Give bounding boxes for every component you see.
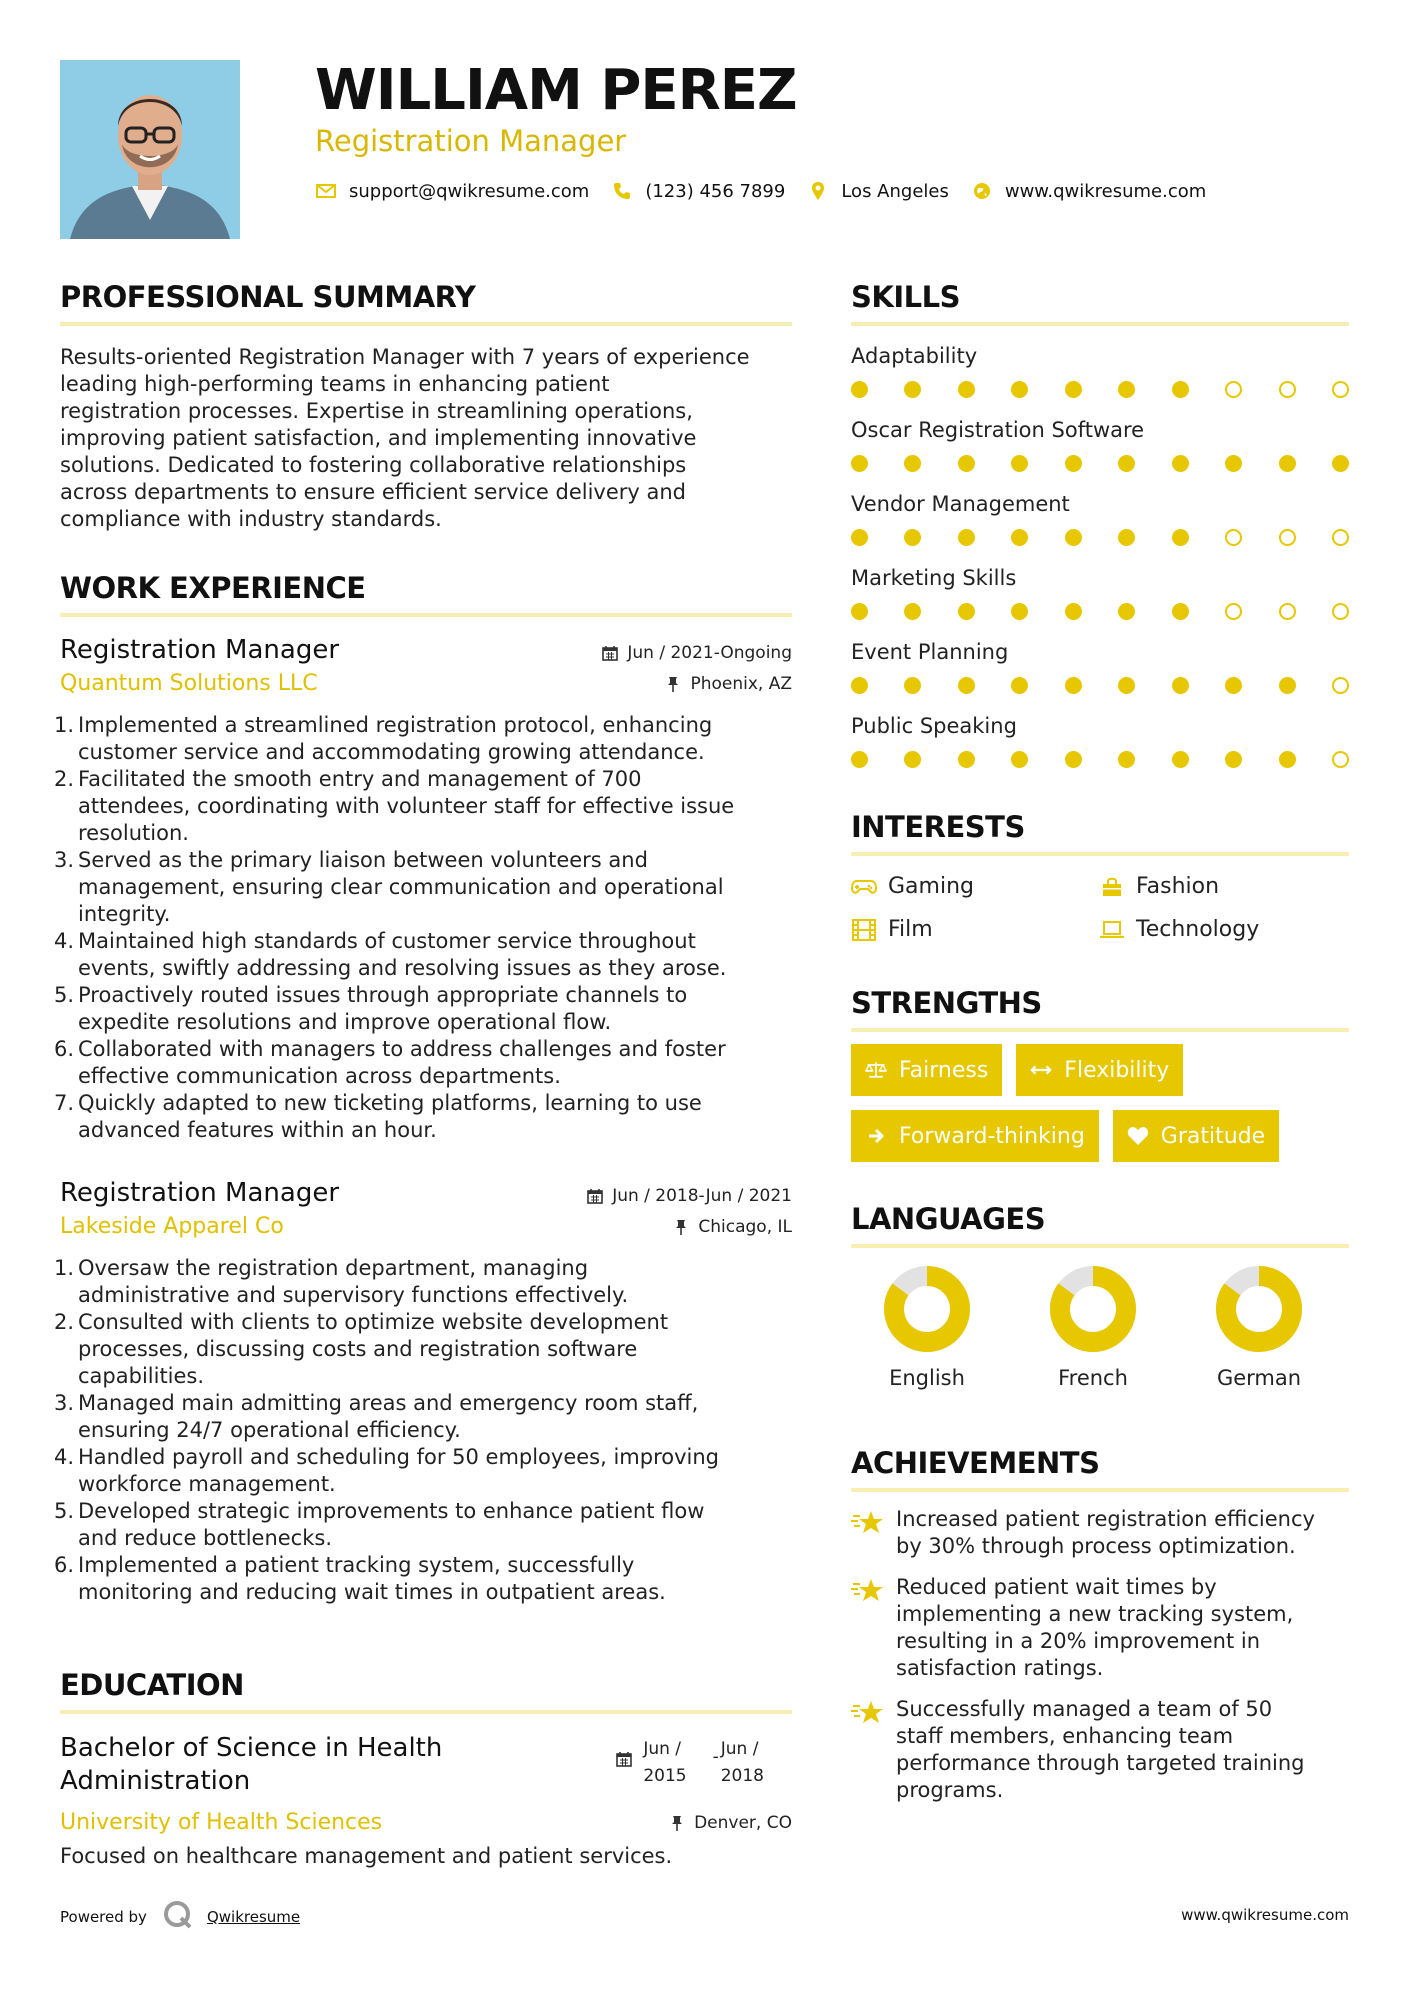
company-name: Lakeside Apparel Co bbox=[60, 1214, 284, 1239]
achievements-list bbox=[851, 1506, 1349, 1804]
rating-dot-empty bbox=[1279, 603, 1296, 620]
rating-dot-filled bbox=[1065, 603, 1082, 620]
skill-rating bbox=[851, 455, 1349, 472]
section-title: WORK EXPERIENCE bbox=[60, 571, 792, 617]
pushpin-icon bbox=[668, 1814, 686, 1832]
achievement-item: Successfully managed a team of 50 staff members, enhancing team performance through targeted training programs. bbox=[851, 1696, 1349, 1804]
location-text: Los Angeles bbox=[841, 180, 949, 202]
section-title: PROFESSIONAL SUMMARY bbox=[60, 280, 792, 326]
job-location bbox=[672, 1217, 792, 1237]
skill-rating bbox=[851, 529, 1349, 546]
footer-powered-by bbox=[60, 1900, 300, 1934]
summary-line: improving patient satisfaction, and implementing innovative bbox=[60, 426, 697, 450]
qwikresume-logo-icon bbox=[163, 1900, 193, 1934]
language-item bbox=[851, 1266, 1017, 1390]
rating-dot-filled bbox=[1172, 603, 1189, 620]
powered-by-text: Powered by bbox=[60, 1908, 147, 1926]
degree-title: Bachelor of Science in Health Administration bbox=[60, 1733, 443, 1796]
strengths-list bbox=[851, 1044, 1311, 1162]
rating-dot-empty bbox=[1332, 751, 1349, 768]
list-item: 2. Consulted with clients to optimize website development processes, discussing costs and registration software capabilities. bbox=[54, 1310, 669, 1388]
rating-dot-filled bbox=[1225, 677, 1242, 694]
brand-link[interactable]: Qwikresume bbox=[206, 1908, 301, 1926]
rating-dot-filled bbox=[1118, 381, 1135, 398]
skill-item bbox=[851, 714, 1349, 768]
rating-dot-empty bbox=[1332, 529, 1349, 546]
calendar-icon bbox=[615, 1750, 633, 1768]
portrait-illustration bbox=[60, 60, 240, 239]
language-name: English bbox=[889, 1366, 965, 1390]
rating-dot-filled bbox=[1065, 381, 1082, 398]
rating-dot-filled bbox=[958, 529, 975, 546]
rating-dot-filled bbox=[958, 751, 975, 768]
education-location: Denver, CO bbox=[668, 1813, 792, 1833]
calendar-icon bbox=[601, 644, 619, 662]
job-location bbox=[664, 674, 792, 694]
list-item: 6. Implemented a patient tracking system, successfully monitoring and reducing wait times in outpatient areas. bbox=[54, 1553, 666, 1604]
rating-dot-filled bbox=[851, 677, 868, 694]
arrow-right-icon bbox=[865, 1125, 887, 1147]
job-date bbox=[601, 643, 792, 663]
rating-dot-filled bbox=[958, 603, 975, 620]
star-icon bbox=[851, 1508, 885, 1538]
list-item: 4. Maintained high standards of customer service throughout events, swiftly addressing and resolving issues as they arose. bbox=[54, 929, 727, 980]
rating-dot-empty bbox=[1225, 381, 1242, 398]
email-text: support@qwikresume.com bbox=[349, 180, 590, 202]
language-name: German bbox=[1216, 1366, 1302, 1390]
summary-line: Results-oriented Registration Manager with 7 years of experience bbox=[60, 345, 750, 369]
rating-dot-filled bbox=[904, 455, 921, 472]
list-item: 3. Managed main admitting areas and emergency room staff, ensuring 24/7 operational efficiency. bbox=[54, 1391, 699, 1442]
rating-dot-filled bbox=[1172, 381, 1189, 398]
map-pin-icon bbox=[807, 180, 829, 202]
contact-website[interactable] bbox=[971, 180, 1206, 202]
strength-chip bbox=[851, 1044, 1002, 1096]
summary-line: across departments to ensure efficient service delivery and bbox=[60, 480, 687, 504]
interest-item bbox=[851, 917, 1099, 942]
skill-name: Marketing Skills bbox=[851, 566, 1017, 590]
summary-line: solutions. Dedicated to fostering collaborative relationships bbox=[60, 453, 687, 477]
profile-photo bbox=[60, 60, 240, 239]
pushpin-icon bbox=[664, 675, 682, 693]
rating-dot-filled bbox=[1011, 603, 1028, 620]
section-title: EDUCATION bbox=[60, 1668, 792, 1714]
rating-dot-filled bbox=[904, 603, 921, 620]
interest-label: Gaming bbox=[888, 874, 974, 899]
contact-email[interactable] bbox=[315, 180, 589, 202]
languages-section bbox=[851, 1202, 1349, 1390]
phone-icon bbox=[611, 180, 633, 202]
rating-dot-filled bbox=[1172, 529, 1189, 546]
summary-line: registration processes. Expertise in streamlining operations, bbox=[60, 399, 693, 423]
rating-dot-filled bbox=[1279, 751, 1296, 768]
interest-label: Technology bbox=[1136, 917, 1260, 942]
experience-section bbox=[54, 571, 792, 1606]
rating-dot-empty bbox=[1225, 529, 1242, 546]
list-item: 1. Oversaw the registration department, managing administrative and supervisory functions effectively. bbox=[54, 1256, 629, 1307]
interest-label: Film bbox=[888, 917, 933, 942]
skills-list bbox=[851, 344, 1349, 768]
rating-dot-filled bbox=[1118, 455, 1135, 472]
rating-dot-filled bbox=[851, 529, 868, 546]
contact-location bbox=[807, 180, 949, 202]
rating-dot-filled bbox=[1118, 751, 1135, 768]
scale-icon bbox=[865, 1059, 887, 1081]
section-title: INTERESTS bbox=[851, 810, 1349, 856]
list-item: 3. Served as the primary liaison between volunteers and management, ensuring clear communication and operational integrity. bbox=[54, 848, 724, 926]
bag-icon bbox=[1099, 876, 1125, 898]
rating-dot-filled bbox=[1118, 529, 1135, 546]
skill-item bbox=[851, 344, 1349, 398]
job-entry bbox=[54, 1178, 792, 1606]
rating-dot-empty bbox=[1332, 381, 1349, 398]
heart-icon bbox=[1127, 1125, 1149, 1147]
strength-chip bbox=[1113, 1110, 1279, 1162]
language-name: French bbox=[1058, 1366, 1128, 1390]
summary-text bbox=[60, 344, 792, 533]
achievements-section bbox=[851, 1446, 1349, 1804]
candidate-role: Registration Manager bbox=[315, 124, 627, 158]
rating-dot-filled bbox=[1011, 455, 1028, 472]
rating-dot-filled bbox=[958, 455, 975, 472]
rating-dot-empty bbox=[1332, 603, 1349, 620]
interest-label: Fashion bbox=[1136, 874, 1220, 899]
responsibility-list bbox=[54, 712, 792, 1144]
skill-item bbox=[851, 566, 1349, 620]
strength-label: Flexibility bbox=[1064, 1057, 1170, 1083]
interest-item bbox=[1099, 917, 1349, 942]
education-date: Jun / 2015 - Jun / 2018 bbox=[615, 1736, 764, 1790]
rating-dot-filled bbox=[1065, 751, 1082, 768]
right-column bbox=[851, 280, 1349, 1818]
job-date-text: Jun / 2018-Jun / 2021 bbox=[612, 1186, 792, 1206]
rating-dot-filled bbox=[1172, 751, 1189, 768]
left-column bbox=[54, 280, 792, 1870]
summary-section bbox=[60, 280, 792, 533]
rating-dot-filled bbox=[1225, 751, 1242, 768]
section-title: STRENGTHS bbox=[851, 986, 1349, 1032]
list-item: 5. Proactively routed issues through appropriate channels to expedite resolutions and improve operational flow. bbox=[54, 983, 688, 1034]
rating-dot-filled bbox=[1065, 455, 1082, 472]
contact-phone[interactable] bbox=[611, 180, 785, 202]
skill-item bbox=[851, 418, 1349, 472]
strength-label: Forward-thinking bbox=[899, 1123, 1085, 1149]
list-item: 1. Implemented a streamlined registration protocol, enhancing customer service and accommodating growing attendance. bbox=[54, 713, 713, 764]
rating-dot-filled bbox=[1011, 381, 1028, 398]
rating-dot-filled bbox=[1279, 677, 1296, 694]
rating-dot-filled bbox=[958, 677, 975, 694]
language-proficiency-donut bbox=[1050, 1266, 1136, 1352]
candidate-name: WILLIAM PEREZ bbox=[315, 58, 797, 123]
school-name: University of Health Sciences bbox=[60, 1810, 383, 1835]
summary-line: compliance with industry standards. bbox=[60, 507, 442, 531]
rating-dot-filled bbox=[958, 381, 975, 398]
language-item bbox=[1183, 1266, 1349, 1390]
job-location-text: Chicago, IL bbox=[698, 1216, 792, 1237]
list-item: 2. Facilitated the smooth entry and management of 700 attendees, coordinating with volunteer staff for effective issue resolution. bbox=[54, 767, 735, 845]
list-item: 4. Handled payroll and scheduling for 50 employees, improving workforce management. bbox=[54, 1445, 720, 1496]
rating-dot-empty bbox=[1279, 529, 1296, 546]
rating-dot-filled bbox=[1332, 455, 1349, 472]
laptop-icon bbox=[1099, 919, 1125, 941]
rating-dot-filled bbox=[851, 381, 868, 398]
skills-section bbox=[851, 280, 1349, 768]
job-date bbox=[586, 1186, 792, 1206]
star-icon bbox=[851, 1698, 885, 1728]
rating-dot-empty bbox=[1225, 603, 1242, 620]
footer-website[interactable]: www.qwikresume.com bbox=[1181, 1906, 1349, 1924]
rating-dot-filled bbox=[1065, 529, 1082, 546]
globe-icon bbox=[971, 180, 993, 202]
rating-dot-filled bbox=[1011, 677, 1028, 694]
section-title: SKILLS bbox=[851, 280, 1349, 326]
pushpin-icon bbox=[672, 1218, 690, 1236]
gamepad-icon bbox=[851, 876, 877, 898]
job-title: Registration Manager bbox=[60, 635, 340, 665]
education-section bbox=[60, 1668, 792, 1870]
achievement-item: Reduced patient wait times by implementing a new tracking system, resulting in a 20% improvement in satisfaction ratings. bbox=[851, 1574, 1349, 1682]
website-text: www.qwikresume.com bbox=[1004, 180, 1207, 202]
rating-dot-filled bbox=[904, 677, 921, 694]
skill-rating bbox=[851, 603, 1349, 620]
skill-name: Vendor Management bbox=[851, 492, 1070, 516]
interests-list bbox=[851, 874, 1349, 942]
section-title: ACHIEVEMENTS bbox=[851, 1446, 1349, 1492]
list-item: 5. Developed strategic improvements to enhance patient flow and reduce bottlenecks. bbox=[54, 1499, 705, 1550]
strength-label: Gratitude bbox=[1160, 1123, 1266, 1149]
skill-item bbox=[851, 492, 1349, 546]
star-icon bbox=[851, 1576, 885, 1606]
skill-rating bbox=[851, 751, 1349, 768]
strengths-section bbox=[851, 986, 1349, 1162]
job-date-text: Jun / 2021-Ongoing bbox=[627, 643, 792, 663]
skill-name: Event Planning bbox=[851, 640, 1009, 664]
rating-dot-empty bbox=[1279, 381, 1296, 398]
rating-dot-empty bbox=[1332, 677, 1349, 694]
company-name: Quantum Solutions LLC bbox=[60, 671, 318, 696]
list-item: 7. Quickly adapted to new ticketing platforms, learning to use advanced features within an hour. bbox=[54, 1091, 702, 1142]
achievement-item: Increased patient registration efficiency by 30% through process optimization. bbox=[851, 1506, 1349, 1560]
summary-line: leading high-performing teams in enhancing patient bbox=[60, 372, 610, 396]
rating-dot-filled bbox=[1011, 751, 1028, 768]
rating-dot-filled bbox=[851, 455, 868, 472]
skill-name: Adaptability bbox=[851, 344, 978, 368]
strength-chip bbox=[851, 1110, 1099, 1162]
rating-dot-filled bbox=[1118, 677, 1135, 694]
strength-chip bbox=[1016, 1044, 1183, 1096]
rating-dot-filled bbox=[1065, 677, 1082, 694]
language-proficiency-donut bbox=[884, 1266, 970, 1352]
job-location-text: Phoenix, AZ bbox=[690, 673, 792, 694]
language-proficiency-donut bbox=[1216, 1266, 1302, 1352]
strength-label: Fairness bbox=[899, 1057, 989, 1083]
arrows-icon bbox=[1030, 1059, 1052, 1081]
languages-list bbox=[851, 1266, 1349, 1390]
rating-dot-filled bbox=[904, 529, 921, 546]
skill-item bbox=[851, 640, 1349, 694]
rating-dot-filled bbox=[1011, 529, 1028, 546]
job-title: Registration Manager bbox=[60, 1178, 340, 1208]
rating-dot-filled bbox=[1225, 455, 1242, 472]
rating-dot-filled bbox=[1172, 677, 1189, 694]
language-item bbox=[1017, 1266, 1183, 1390]
rating-dot-filled bbox=[1118, 603, 1135, 620]
rating-dot-filled bbox=[851, 751, 868, 768]
rating-dot-filled bbox=[851, 603, 868, 620]
rating-dot-filled bbox=[904, 751, 921, 768]
list-item: 6. Collaborated with managers to address challenges and foster effective communication across departments. bbox=[54, 1037, 726, 1088]
interest-item bbox=[851, 874, 1099, 899]
education-description: Focused on healthcare management and patient services. bbox=[60, 1844, 673, 1868]
phone-text: (123) 456 7899 bbox=[645, 180, 786, 202]
skill-name: Public Speaking bbox=[851, 714, 1017, 738]
skill-name: Oscar Registration Software bbox=[851, 418, 1145, 442]
calendar-icon bbox=[586, 1187, 604, 1205]
section-title: LANGUAGES bbox=[851, 1202, 1349, 1248]
interests-section bbox=[851, 810, 1349, 942]
skill-rating bbox=[851, 677, 1349, 694]
rating-dot-filled bbox=[1279, 455, 1296, 472]
job-entry bbox=[54, 635, 792, 1144]
film-icon bbox=[851, 919, 877, 941]
skill-rating bbox=[851, 381, 1349, 398]
interest-item bbox=[1099, 874, 1349, 899]
contact-bar bbox=[315, 180, 1228, 202]
rating-dot-filled bbox=[904, 381, 921, 398]
rating-dot-filled bbox=[1172, 455, 1189, 472]
envelope-icon bbox=[315, 180, 337, 202]
responsibility-list bbox=[54, 1255, 792, 1606]
